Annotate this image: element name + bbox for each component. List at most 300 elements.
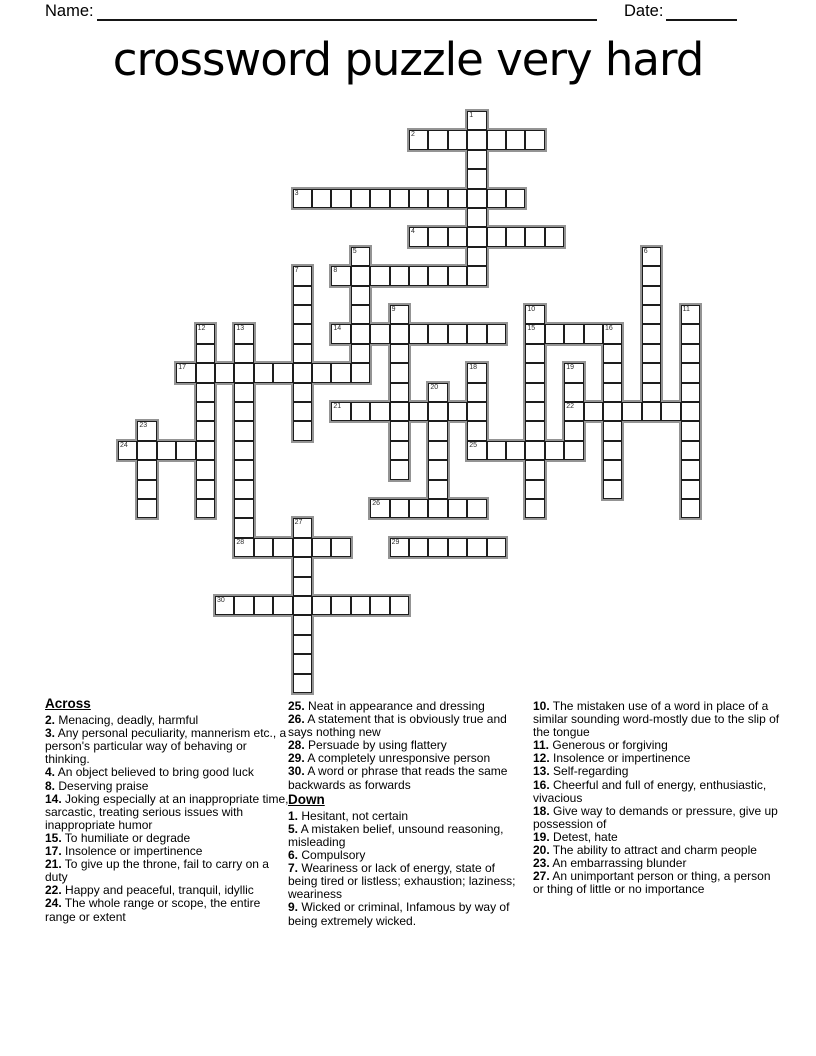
grid-cell-r19-c6[interactable] (234, 480, 253, 499)
cell-number: 24 (120, 441, 128, 449)
grid-cell-r22-c14[interactable] (390, 538, 409, 557)
grid-cell-r13-c14[interactable] (390, 363, 409, 382)
cell-number: 23 (139, 422, 148, 430)
grid-cell-r13-c8[interactable] (273, 363, 292, 382)
grid-cell-r18-c4[interactable] (196, 460, 215, 479)
grid-cell-r11-c25[interactable] (603, 324, 622, 343)
grid-cell-r16-c21[interactable] (525, 421, 544, 440)
clue-5: 5. A mistaken belief, unsound reasoning, misleading (288, 821, 504, 849)
cell-number: 1 (469, 112, 474, 119)
grid-cell-r15-c15[interactable] (409, 402, 428, 421)
grid-cell-r8-c12[interactable] (351, 266, 370, 285)
grid-cell-r19-c21[interactable] (525, 480, 544, 499)
grid-cell-r14-c18[interactable] (467, 383, 486, 402)
cell-number: 13 (236, 325, 245, 333)
clue-number: 22. (45, 883, 62, 898)
grid-cell-r25-c14[interactable] (390, 596, 409, 615)
grid-cell-r11-c12[interactable] (351, 324, 370, 343)
grid-cell-r12-c29[interactable] (681, 344, 700, 363)
grid-cell-r6-c17[interactable] (448, 227, 467, 246)
grid-cell-r3-c18[interactable] (467, 169, 486, 188)
grid-cell-r17-c25[interactable] (603, 441, 622, 460)
cell-number: 21 (333, 403, 342, 410)
grid-cell-r13-c21[interactable] (525, 363, 544, 382)
grid-cell-r17-c18[interactable] (467, 441, 486, 460)
grid-cell-r11-c6[interactable] (234, 324, 253, 343)
clue-number: 28. (288, 738, 305, 753)
grid-cell-r17-c20[interactable] (506, 441, 525, 460)
grid-cell-r20-c16[interactable] (428, 499, 447, 518)
grid-cell-r15-c6[interactable] (234, 402, 253, 421)
grid-cell-r13-c9[interactable] (293, 363, 312, 382)
grid-cell-r18-c16[interactable] (428, 460, 447, 479)
clue-number: 11. (533, 738, 550, 753)
grid-cell-r13-c6[interactable] (234, 363, 253, 382)
clue-section-header-across: Across (45, 696, 91, 711)
grid-cell-r15-c13[interactable] (370, 402, 389, 421)
grid-cell-r27-c9[interactable] (293, 635, 312, 654)
grid-cell-r14-c27[interactable] (642, 383, 661, 402)
grid-cell-r20-c18[interactable] (467, 499, 486, 518)
grid-cell-r22-c10[interactable] (312, 538, 331, 557)
grid-cell-r11-c18[interactable] (467, 324, 486, 343)
grid-cell-r12-c21[interactable] (525, 344, 544, 363)
grid-cell-r14-c9[interactable] (293, 383, 312, 402)
clue-21: 21. To give up the throne, fail to carry on a duty (45, 857, 269, 885)
grid-cell-r15-c26[interactable] (622, 402, 641, 421)
grid-cell-r17-c0[interactable] (118, 441, 137, 460)
grid-cell-r14-c16[interactable] (428, 383, 447, 402)
grid-cell-r8-c27[interactable] (642, 266, 661, 285)
clue-2: 2. Menacing, deadly, harmful (45, 713, 199, 728)
cell-number: 8 (333, 267, 338, 275)
clue-10: 10. The mistaken use of a word in place of a similar sounding word-mostly due to the slip of the tongue (533, 699, 780, 740)
grid-cell-r14-c21[interactable] (525, 383, 544, 402)
grid-cell-r25-c12[interactable] (351, 596, 370, 615)
grid-cell-r17-c4[interactable] (196, 441, 215, 460)
grid-cell-r13-c18[interactable] (467, 363, 486, 382)
grid-cell-r25-c13[interactable] (370, 596, 389, 615)
clue-number: 3. (45, 726, 56, 741)
clue-number: 23. (533, 856, 550, 871)
grid-cell-r1-c19[interactable] (487, 130, 506, 149)
cell-number: 27 (294, 519, 303, 527)
grid-cell-r23-c9[interactable] (293, 557, 312, 576)
grid-cell-r13-c3[interactable] (176, 363, 195, 382)
clue-24: 24. The whole range or scope, the entire range or extent (45, 896, 261, 924)
grid-cell-r29-c9[interactable] (293, 674, 312, 693)
grid-cell-r21-c6[interactable] (234, 518, 253, 537)
grid-cell-r15-c23[interactable] (564, 402, 583, 421)
clue-25: 25. Neat in appearance and dressing (288, 699, 485, 713)
grid-cell-r22-c15[interactable] (409, 538, 428, 557)
grid-cell-r16-c4[interactable] (196, 421, 215, 440)
grid-cell-r4-c16[interactable] (428, 189, 447, 208)
grid-cell-r25-c8[interactable] (273, 596, 292, 615)
cell-number: 10 (527, 306, 536, 313)
grid-cell-r13-c7[interactable] (254, 363, 273, 382)
grid-cell-r15-c17[interactable] (448, 402, 467, 421)
clue-number: 26. (288, 712, 305, 727)
grid-cell-r4-c15[interactable] (409, 189, 428, 208)
grid-cell-r11-c11[interactable] (331, 324, 350, 343)
clue-13: 13. Self-regarding (533, 764, 629, 779)
clue-number: 15. (45, 830, 62, 845)
grid-cell-r11-c22[interactable] (545, 324, 564, 343)
grid-cell-r22-c9[interactable] (293, 538, 312, 557)
grid-cell-r20-c13[interactable] (370, 499, 389, 518)
cell-number: 28 (236, 538, 245, 546)
cell-number: 30 (217, 597, 225, 604)
grid-cell-r6-c20[interactable] (506, 227, 525, 246)
grid-cell-r13-c4[interactable] (196, 363, 215, 382)
cell-number: 19 (566, 364, 574, 372)
clue-number: 2. (45, 713, 56, 728)
grid-cell-r8-c17[interactable] (448, 266, 467, 285)
grid-cell-r14-c29[interactable] (681, 383, 700, 402)
grid-cell-r25-c7[interactable] (254, 596, 273, 615)
grid-cell-r18-c14[interactable] (390, 460, 409, 479)
grid-cell-r9-c9[interactable] (293, 286, 312, 305)
clue-16: 16. Cheerful and full of energy, enthusiastic, vivacious (533, 777, 767, 805)
grid-cell-r4-c18[interactable] (467, 189, 486, 208)
grid-cell-r17-c16[interactable] (428, 441, 447, 460)
name-label: Name: (45, 2, 94, 20)
clue-17: 17. Insolence or impertinence (45, 844, 203, 859)
clue-number: 8. (45, 778, 56, 793)
grid-cell-r11-c9[interactable] (293, 324, 312, 343)
grid-cell-r6-c16[interactable] (428, 227, 447, 246)
clue-section-header-down: Down (288, 791, 325, 807)
grid-cell-r16-c9[interactable] (293, 421, 312, 440)
grid-cell-r15-c12[interactable] (351, 402, 370, 421)
grid-cell-r1-c16[interactable] (428, 130, 447, 149)
clue-number: 12. (533, 751, 550, 766)
clue-column-right (533, 700, 781, 896)
clue-number: 17. (45, 844, 62, 859)
grid-cell-r22-c16[interactable] (428, 538, 447, 557)
grid-cell-r6-c18[interactable] (467, 227, 486, 246)
grid-cell-r1-c17[interactable] (448, 130, 467, 149)
grid-cell-r18-c1[interactable] (137, 460, 156, 479)
grid-cell-r4-c10[interactable] (312, 189, 331, 208)
grid-cell-r6-c21[interactable] (525, 227, 544, 246)
grid-cell-r8-c14[interactable] (390, 266, 409, 285)
grid-cell-r8-c13[interactable] (370, 266, 389, 285)
grid-cell-r16-c25[interactable] (603, 421, 622, 440)
grid-cell-r11-c4[interactable] (196, 324, 215, 343)
grid-cell-r20-c4[interactable] (196, 499, 215, 518)
clue-number: 25. (288, 699, 305, 713)
grid-cell-r15-c24[interactable] (584, 402, 603, 421)
grid-cell-r13-c29[interactable] (681, 363, 700, 382)
grid-cell-r16-c29[interactable] (681, 421, 700, 440)
grid-cell-r22-c8[interactable] (273, 538, 292, 557)
grid-cell-r4-c14[interactable] (390, 189, 409, 208)
cell-number: 12 (197, 325, 206, 333)
clue-number: 24. (45, 896, 62, 911)
grid-cell-r25-c9[interactable] (293, 596, 312, 615)
grid-cell-r13-c25[interactable] (603, 363, 622, 382)
cell-number: 14 (333, 325, 342, 333)
grid-cell-r13-c10[interactable] (312, 363, 331, 382)
grid-cell-r15-c27[interactable] (642, 402, 661, 421)
clue-number: 19. (533, 829, 550, 844)
grid-cell-r4-c19[interactable] (487, 189, 506, 208)
grid-cell-r1-c20[interactable] (506, 130, 525, 149)
grid-cell-r12-c27[interactable] (642, 344, 661, 363)
grid-cell-r15-c29[interactable] (681, 402, 700, 421)
grid-cell-r16-c14[interactable] (390, 421, 409, 440)
clue-3: 3. Any personal peculiarity, mannerism etc., a person's particular way of behaving or thinking. (45, 726, 287, 767)
grid-cell-r17-c21[interactable] (525, 441, 544, 460)
grid-cell-r10-c29[interactable] (681, 305, 700, 324)
clue-23: 23. An embarrassing blunder (533, 856, 687, 871)
grid-cell-r6-c19[interactable] (487, 227, 506, 246)
grid-cell-r17-c6[interactable] (234, 441, 253, 460)
clue-1: 1. Hesitant, not certain (288, 808, 409, 823)
grid-cell-r14-c14[interactable] (390, 383, 409, 402)
grid-cell-r25-c6[interactable] (234, 596, 253, 615)
grid-cell-r20-c1[interactable] (137, 499, 156, 518)
clue-number: 1. (288, 808, 299, 823)
grid-cell-r5-c18[interactable] (467, 208, 486, 227)
grid-cell-r11-c17[interactable] (448, 324, 467, 343)
grid-cell-r16-c16[interactable] (428, 421, 447, 440)
grid-cell-r11-c16[interactable] (428, 324, 447, 343)
grid-cell-r19-c16[interactable] (428, 480, 447, 499)
grid-cell-r17-c3[interactable] (176, 441, 195, 460)
clue-number: 10. (533, 699, 550, 713)
grid-cell-r22-c17[interactable] (448, 538, 467, 557)
grid-cell-r6-c22[interactable] (545, 227, 564, 246)
grid-cell-r10-c9[interactable] (293, 305, 312, 324)
clue-18: 18. Give way to demands or pressure, give up possession of (533, 803, 778, 831)
clue-number: 14. (45, 791, 62, 806)
grid-cell-r18-c6[interactable] (234, 460, 253, 479)
grid-cell-r1-c15[interactable] (409, 130, 428, 149)
clue-column-middle (288, 700, 516, 928)
date-label: Date: (624, 2, 664, 20)
grid-cell-r10-c14[interactable] (390, 305, 409, 324)
clue-column-left (45, 696, 289, 924)
clue-19: 19. Detest, hate (533, 829, 618, 844)
clue-4: 4. An object believed to bring good luck (45, 765, 254, 780)
cell-number: 17 (178, 364, 186, 372)
grid-cell-r4-c11[interactable] (331, 189, 350, 208)
cell-number: 2 (411, 131, 415, 139)
grid-cell-r13-c5[interactable] (215, 363, 234, 382)
cell-number: 25 (469, 441, 477, 449)
grid-cell-r10-c21[interactable] (525, 305, 544, 324)
grid-cell-r16-c6[interactable] (234, 421, 253, 440)
grid-cell-r15-c16[interactable] (428, 402, 447, 421)
page-title: crossword puzzle very hard (112, 33, 704, 86)
grid-cell-r18-c25[interactable] (603, 460, 622, 479)
grid-cell-r20-c21[interactable] (525, 499, 544, 518)
grid-cell-r11-c13[interactable] (370, 324, 389, 343)
grid-cell-r4-c17[interactable] (448, 189, 467, 208)
grid-cell-r12-c4[interactable] (196, 344, 215, 363)
grid-cell-r24-c9[interactable] (293, 577, 312, 596)
clue-6: 6. Compulsory (288, 848, 366, 863)
grid-cell-r12-c6[interactable] (234, 344, 253, 363)
grid-cell-r13-c23[interactable] (564, 363, 583, 382)
cell-number: 20 (430, 383, 439, 391)
clue-number: 20. (533, 843, 550, 858)
clue-20: 20. The ability to attract and charm people (533, 843, 757, 858)
grid-cell-r17-c29[interactable] (681, 441, 700, 460)
grid-cell-r13-c11[interactable] (331, 363, 350, 382)
cell-number: 15 (527, 325, 536, 333)
grid-cell-r11-c23[interactable] (564, 324, 583, 343)
clue-12: 12. Insolence or impertinence (533, 751, 691, 766)
grid-cell-r15-c18[interactable] (467, 402, 486, 421)
grid-cell-r11-c15[interactable] (409, 324, 428, 343)
clue-number: 5. (288, 821, 299, 836)
grid-cell-r19-c4[interactable] (196, 480, 215, 499)
grid-cell-r4-c12[interactable] (351, 189, 370, 208)
grid-cell-r18-c29[interactable] (681, 460, 700, 479)
grid-cell-r8-c9[interactable] (293, 266, 312, 285)
grid-cell-r22-c6[interactable] (234, 538, 253, 557)
grid-cell-r25-c11[interactable] (331, 596, 350, 615)
grid-cell-r15-c14[interactable] (390, 402, 409, 421)
grid-cell-r6-c15[interactable] (409, 227, 428, 246)
grid-cell-r11-c14[interactable] (390, 324, 409, 343)
grid-cell-r26-c9[interactable] (293, 615, 312, 634)
grid-cell-r17-c14[interactable] (390, 441, 409, 460)
clue-number: 30. (288, 764, 305, 779)
grid-cell-r11-c27[interactable] (642, 324, 661, 343)
cell-number: 6 (643, 247, 648, 255)
grid-cell-r28-c9[interactable] (293, 654, 312, 673)
grid-cell-r21-c9[interactable] (293, 518, 312, 537)
grid-cell-r15-c4[interactable] (196, 402, 215, 421)
cell-number: 9 (391, 306, 396, 313)
grid-cell-r12-c9[interactable] (293, 344, 312, 363)
clue-number: 18. (533, 803, 550, 818)
cell-number: 26 (372, 500, 380, 507)
grid-cell-r2-c18[interactable] (467, 150, 486, 169)
grid-cell-r15-c28[interactable] (661, 402, 680, 421)
grid-cell-r1-c18[interactable] (467, 130, 486, 149)
clue-number: 29. (288, 751, 305, 766)
grid-cell-r20-c14[interactable] (390, 499, 409, 518)
grid-cell-r11-c21[interactable] (525, 324, 544, 343)
grid-cell-r10-c27[interactable] (642, 305, 661, 324)
grid-cell-r12-c14[interactable] (390, 344, 409, 363)
grid-cell-r22-c7[interactable] (254, 538, 273, 557)
grid-cell-r19-c25[interactable] (603, 480, 622, 499)
grid-cell-r22-c18[interactable] (467, 538, 486, 557)
grid-cell-r19-c29[interactable] (681, 480, 700, 499)
grid-cell-r20-c17[interactable] (448, 499, 467, 518)
grid-cell-r11-c29[interactable] (681, 324, 700, 343)
grid-cell-r8-c15[interactable] (409, 266, 428, 285)
grid-cell-r17-c19[interactable] (487, 441, 506, 460)
grid-cell-r20-c6[interactable] (234, 499, 253, 518)
grid-cell-r16-c23[interactable] (564, 421, 583, 440)
grid-cell-r17-c2[interactable] (157, 441, 176, 460)
clue-29: 29. A completely unresponsive person (288, 751, 491, 766)
grid-cell-r9-c12[interactable] (351, 286, 370, 305)
grid-cell-r22-c19[interactable] (487, 538, 506, 557)
cell-number: 5 (352, 247, 357, 255)
grid-cell-r15-c11[interactable] (331, 402, 350, 421)
grid-cell-r7-c18[interactable] (467, 247, 486, 266)
grid-cell-r1-c21[interactable] (525, 130, 544, 149)
grid-cell-r17-c23[interactable] (564, 441, 583, 460)
grid-cell-r12-c25[interactable] (603, 344, 622, 363)
cell-number: 29 (391, 538, 400, 546)
clue-number: 9. (288, 900, 299, 915)
grid-cell-r13-c12[interactable] (351, 363, 370, 382)
grid-cell-r9-c27[interactable] (642, 286, 661, 305)
grid-cell-r18-c21[interactable] (525, 460, 544, 479)
grid-cell-r8-c11[interactable] (331, 266, 350, 285)
grid-cell-r4-c13[interactable] (370, 189, 389, 208)
grid-cell-r11-c19[interactable] (487, 324, 506, 343)
clue-11: 11. Generous or forgiving (533, 738, 668, 753)
clue-22: 22. Happy and peaceful, tranquil, idyllic (45, 883, 254, 898)
grid-cell-r14-c4[interactable] (196, 383, 215, 402)
grid-cell-r11-c24[interactable] (584, 324, 603, 343)
grid-cell-r0-c18[interactable] (467, 111, 486, 130)
clue-number: 27. (533, 869, 550, 884)
grid-cell-r25-c10[interactable] (312, 596, 331, 615)
clue-number: 21. (45, 857, 62, 872)
clue-number: 4. (45, 765, 56, 780)
grid-cell-r12-c12[interactable] (351, 344, 370, 363)
grid-cell-r17-c22[interactable] (545, 441, 564, 460)
grid-cell-r13-c27[interactable] (642, 363, 661, 382)
clue-30: 30. A word or phrase that reads the same backwards as forwards (288, 764, 508, 792)
cell-number: 4 (411, 228, 415, 236)
grid-cell-r15-c21[interactable] (525, 402, 544, 421)
grid-cell-r7-c27[interactable] (642, 247, 661, 266)
grid-cell-r15-c9[interactable] (293, 402, 312, 421)
grid-cell-r8-c16[interactable] (428, 266, 447, 285)
grid-cell-r22-c11[interactable] (331, 538, 350, 557)
grid-cell-r10-c12[interactable] (351, 305, 370, 324)
grid-cell-r4-c20[interactable] (506, 189, 525, 208)
grid-cell-r4-c9[interactable] (293, 189, 312, 208)
grid-cell-r7-c12[interactable] (351, 247, 370, 266)
grid-cell-r14-c23[interactable] (564, 383, 583, 402)
grid-cell-r20-c29[interactable] (681, 499, 700, 518)
clue-15: 15. To humiliate or degrade (45, 830, 191, 845)
clue-number: 16. (533, 777, 550, 792)
grid-cell-r25-c5[interactable] (215, 596, 234, 615)
cell-number: 7 (294, 267, 299, 275)
clue-number: 13. (533, 764, 550, 779)
grid-cell-r14-c6[interactable] (234, 383, 253, 402)
grid-cell-r16-c18[interactable] (467, 421, 486, 440)
cell-number: 22 (566, 403, 574, 410)
grid-cell-r19-c1[interactable] (137, 480, 156, 499)
grid-cell-r16-c1[interactable] (137, 421, 156, 440)
grid-cell-r8-c18[interactable] (467, 266, 486, 285)
clue-27: 27. An unimportant person or thing, a person or thing of little or no importance (533, 869, 771, 897)
clue-26: 26. A statement that is obviously true and says nothing new (288, 712, 507, 740)
grid-cell-r20-c15[interactable] (409, 499, 428, 518)
grid-cell-r15-c25[interactable] (603, 402, 622, 421)
clue-7: 7. Weariness or lack of energy, state of being tired or listless; exhaustion; laziness; weariness (288, 861, 516, 902)
grid-cell-r14-c25[interactable] (603, 383, 622, 402)
grid-cell-r17-c1[interactable] (137, 441, 156, 460)
clue-number: 7. (288, 861, 299, 876)
